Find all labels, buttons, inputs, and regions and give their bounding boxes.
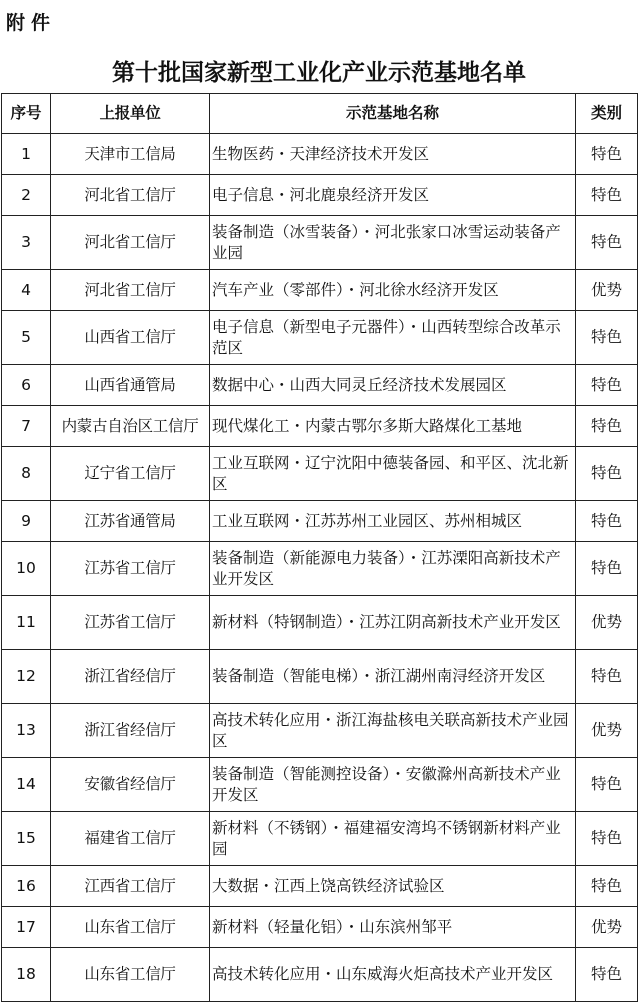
cell-base-name: 电子信息・河北鹿泉经济开发区 — [210, 175, 576, 216]
cell-type: 特色 — [576, 758, 638, 812]
cell-base-name: 装备制造（智能测控设备）・安徽滁州高新技术产业开发区 — [210, 758, 576, 812]
column-header-no: 序号 — [2, 94, 51, 134]
cell-type: 特色 — [576, 501, 638, 542]
table-row — [2, 216, 638, 270]
cell-unit: 浙江省经信厅 — [51, 650, 210, 704]
cell-type: 优势 — [576, 704, 638, 758]
table-row — [2, 134, 638, 175]
cell-unit: 河北省工信厅 — [51, 216, 210, 270]
column-header-unit: 上报单位 — [51, 94, 210, 134]
cell-type: 特色 — [576, 948, 638, 1002]
cell-type: 特色 — [576, 134, 638, 175]
cell-unit: 山西省工信厅 — [51, 311, 210, 365]
cell-no: 13 — [2, 704, 51, 758]
table-row — [2, 948, 638, 1002]
cell-type: 特色 — [576, 365, 638, 406]
cell-unit: 江苏省工信厅 — [51, 542, 210, 596]
cell-type: 特色 — [576, 650, 638, 704]
cell-no: 4 — [2, 270, 51, 311]
table-row — [2, 866, 638, 907]
cell-type: 优势 — [576, 270, 638, 311]
table-row — [2, 907, 638, 948]
table-row — [2, 501, 638, 542]
cell-unit: 江苏省工信厅 — [51, 596, 210, 650]
cell-no: 3 — [2, 216, 51, 270]
table-header-row — [2, 94, 638, 134]
cell-base-name: 新材料（不锈钢）・福建福安湾坞不锈钢新材料产业园 — [210, 812, 576, 866]
table-row — [2, 704, 638, 758]
table-row — [2, 406, 638, 447]
cell-no: 9 — [2, 501, 51, 542]
column-header-type: 类别 — [576, 94, 638, 134]
cell-unit: 安徽省经信厅 — [51, 758, 210, 812]
cell-type: 特色 — [576, 175, 638, 216]
table-row — [2, 758, 638, 812]
table-row — [2, 311, 638, 365]
cell-unit: 天津市工信局 — [51, 134, 210, 175]
cell-no: 18 — [2, 948, 51, 1002]
cell-no: 15 — [2, 812, 51, 866]
cell-base-name: 高技术转化应用・浙江海盐核电关联高新技术产业园区 — [210, 704, 576, 758]
column-header-name: 示范基地名称 — [210, 94, 576, 134]
cell-base-name: 数据中心・山西大同灵丘经济技术发展园区 — [210, 365, 576, 406]
cell-base-name: 工业互联网・辽宁沈阳中德装备园、和平区、沈北新区 — [210, 447, 576, 501]
cell-base-name: 大数据・江西上饶高铁经济试验区 — [210, 866, 576, 907]
cell-no: 10 — [2, 542, 51, 596]
cell-no: 6 — [2, 365, 51, 406]
table-row — [2, 596, 638, 650]
attachment-label: 附件 — [6, 12, 57, 34]
cell-type: 特色 — [576, 447, 638, 501]
cell-no: 14 — [2, 758, 51, 812]
cell-type: 特色 — [576, 812, 638, 866]
cell-unit: 内蒙古自治区工信厅 — [51, 406, 210, 447]
cell-no: 5 — [2, 311, 51, 365]
cell-unit: 辽宁省工信厅 — [51, 447, 210, 501]
table-row — [2, 812, 638, 866]
cell-base-name: 新材料（特钢制造）・江苏江阴高新技术产业开发区 — [210, 596, 576, 650]
cell-type: 特色 — [576, 866, 638, 907]
table-row — [2, 365, 638, 406]
cell-base-name: 生物医药・天津经济技术开发区 — [210, 134, 576, 175]
cell-no: 7 — [2, 406, 51, 447]
cell-type: 特色 — [576, 311, 638, 365]
cell-base-name: 新材料（轻量化铝）・山东滨州邹平 — [210, 907, 576, 948]
cell-base-name: 现代煤化工・内蒙古鄂尔多斯大路煤化工基地 — [210, 406, 576, 447]
table-row — [2, 650, 638, 704]
table-row — [2, 542, 638, 596]
cell-base-name: 汽车产业（零部件）・河北徐水经济开发区 — [210, 270, 576, 311]
cell-unit: 浙江省经信厅 — [51, 704, 210, 758]
cell-no: 8 — [2, 447, 51, 501]
cell-no: 12 — [2, 650, 51, 704]
cell-type: 特色 — [576, 406, 638, 447]
cell-unit: 江西省工信厅 — [51, 866, 210, 907]
cell-no: 16 — [2, 866, 51, 907]
cell-unit: 河北省工信厅 — [51, 270, 210, 311]
table-row — [2, 270, 638, 311]
cell-no: 11 — [2, 596, 51, 650]
cell-unit: 山西省通管局 — [51, 365, 210, 406]
cell-unit: 福建省工信厅 — [51, 812, 210, 866]
demonstration-base-table — [1, 93, 638, 1002]
cell-type: 优势 — [576, 907, 638, 948]
table-body — [2, 134, 638, 1002]
cell-type: 特色 — [576, 216, 638, 270]
cell-unit: 山东省工信厅 — [51, 948, 210, 1002]
cell-type: 优势 — [576, 596, 638, 650]
table-row — [2, 175, 638, 216]
cell-unit: 江苏省通管局 — [51, 501, 210, 542]
cell-base-name: 装备制造（新能源电力装备）・江苏溧阳高新技术产业开发区 — [210, 542, 576, 596]
cell-no: 1 — [2, 134, 51, 175]
cell-unit: 山东省工信厅 — [51, 907, 210, 948]
cell-base-name: 高技术转化应用・山东威海火炬高技术产业开发区 — [210, 948, 576, 1002]
cell-type: 特色 — [576, 542, 638, 596]
table-row — [2, 447, 638, 501]
cell-no: 17 — [2, 907, 51, 948]
cell-base-name: 电子信息（新型电子元器件）・山西转型综合改革示范区 — [210, 311, 576, 365]
page-title: 第十批国家新型工业化产业示范基地名单 — [112, 59, 526, 86]
cell-no: 2 — [2, 175, 51, 216]
cell-base-name: 装备制造（冰雪装备）・河北张家口冰雪运动装备产业园 — [210, 216, 576, 270]
cell-base-name: 工业互联网・江苏苏州工业园区、苏州相城区 — [210, 501, 576, 542]
cell-unit: 河北省工信厅 — [51, 175, 210, 216]
cell-base-name: 装备制造（智能电梯）・浙江湖州南浔经济开发区 — [210, 650, 576, 704]
